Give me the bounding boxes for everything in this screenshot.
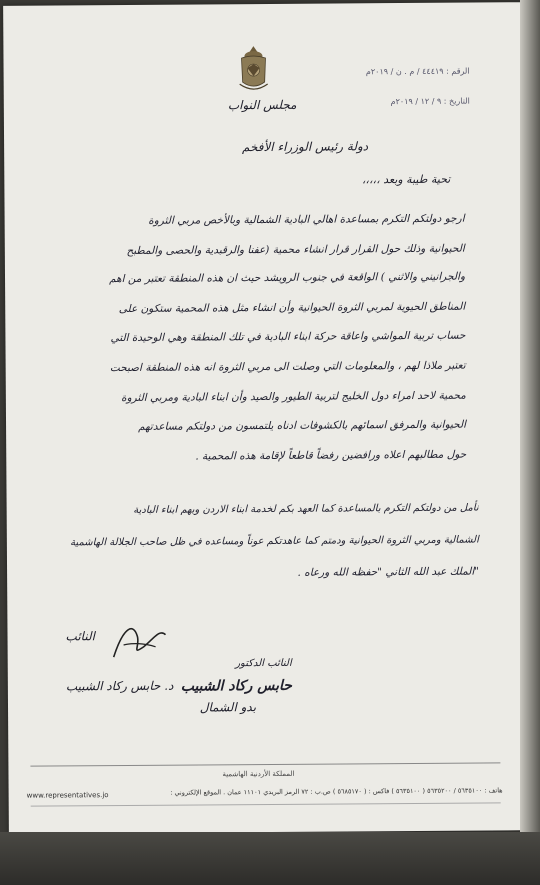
body-line: "الملك عبد الله الثاني "حفظه الله ورعاه . [297,565,480,579]
signatory-name: حابس ركاد الشبيب [180,677,292,695]
reference-date: التاريخ : ٩ / ١٢ / ٢٠١٩م [390,96,470,107]
coat-of-arms-icon [235,44,271,96]
body-line: الحيوانية وذلك حول القرار قرار انشاء محمية (عفنا والرقبدية والحصى والمطبح [126,242,465,257]
body-line: والجرانيني والاثني ) الواقعة في جنوب الرويشد حيث ان هذه المنطقة تعتبر من اهم [109,270,466,286]
footer-divider [31,802,501,806]
footer-contact: هاتف : ٥٦٣٥١٠٠ / ٥٦٣٥٢٠٠ ( ٥٦٣٥١٠٠ ) فاكس : ( ٥٦٨٥١٧٠ ) ص.ب : ٧٢ الرمز البريدي ١١١٠١ عمان . الموقع الإلكتروني : [170,786,503,797]
footer-kingdom: المملكة الأردنية الهاشمية [222,769,295,779]
footer-website: www.representatives.jo [26,791,109,800]
signatory-name: د. حابس ركاد الشبيب [65,678,174,694]
body-line: حول مطالبهم اعلاه ورافضين رفضاً قاطعاً لإقامة هذه المحمية . [195,448,467,463]
body-line: تعتبر ملاذا لهم ، والمعلومات التي وصلت الى مربي الثروة انه هذه المنطقة اصبحت [109,359,466,375]
body-line: محمية لاحد امراء دول الخليج لتربية الطيور والصيد وأن ابناء البادية ومربي الثروة [121,389,466,405]
signature-title: النائب [65,629,95,644]
addressee: دولة رئيس الوزراء الأفخم [241,139,369,155]
paper-edge [520,0,540,885]
letter-page [3,2,529,834]
body-line: الحيوانية والمرفق اسمائهم بالكشوفات ادناه يلتمسون من دولتكم مساعدتهم [138,418,467,433]
body-line: حساب تربية المواشي واعاقة حركة ابناء البادية في تلك المنطقة وهي الوحيدة التي [110,329,466,345]
body-line: الشمالية ومربي الثروة الحيوانية ودمتم كما عاهدتكم عوناً ومساعده في ظل صاحب الجلالة الهاشمية [70,534,479,549]
signatory-title: النائب الدكتور [235,657,292,670]
footer-divider [30,762,500,766]
signatory-district: بدو الشمال [199,700,257,715]
body-line: ارجو دولتكم التكرم بمساعدة اهالي البادية الشمالية وبالأخص مربي الثروة [148,212,465,227]
body-line: المناطق الحيوية لمربي الثروة الحيوانية وأن انشاء مثل هذه المحمية ستكون على [118,300,466,316]
reference-number: الرقم : ٤٤٤١٩ / م . ن / ٢٠١٩م [365,66,470,77]
handwritten-signature [103,617,173,667]
body-line: نأمل من دولتكم التكرم بالمساعدة كما العهد بكم لخدمة ابناء الاردن وبهم ابناء البادية [133,502,479,516]
greeting: تحية طيبة وبعد ،،،،، [361,172,451,187]
institution-name: مجلس النواب [227,97,297,113]
background-surface [0,832,540,885]
